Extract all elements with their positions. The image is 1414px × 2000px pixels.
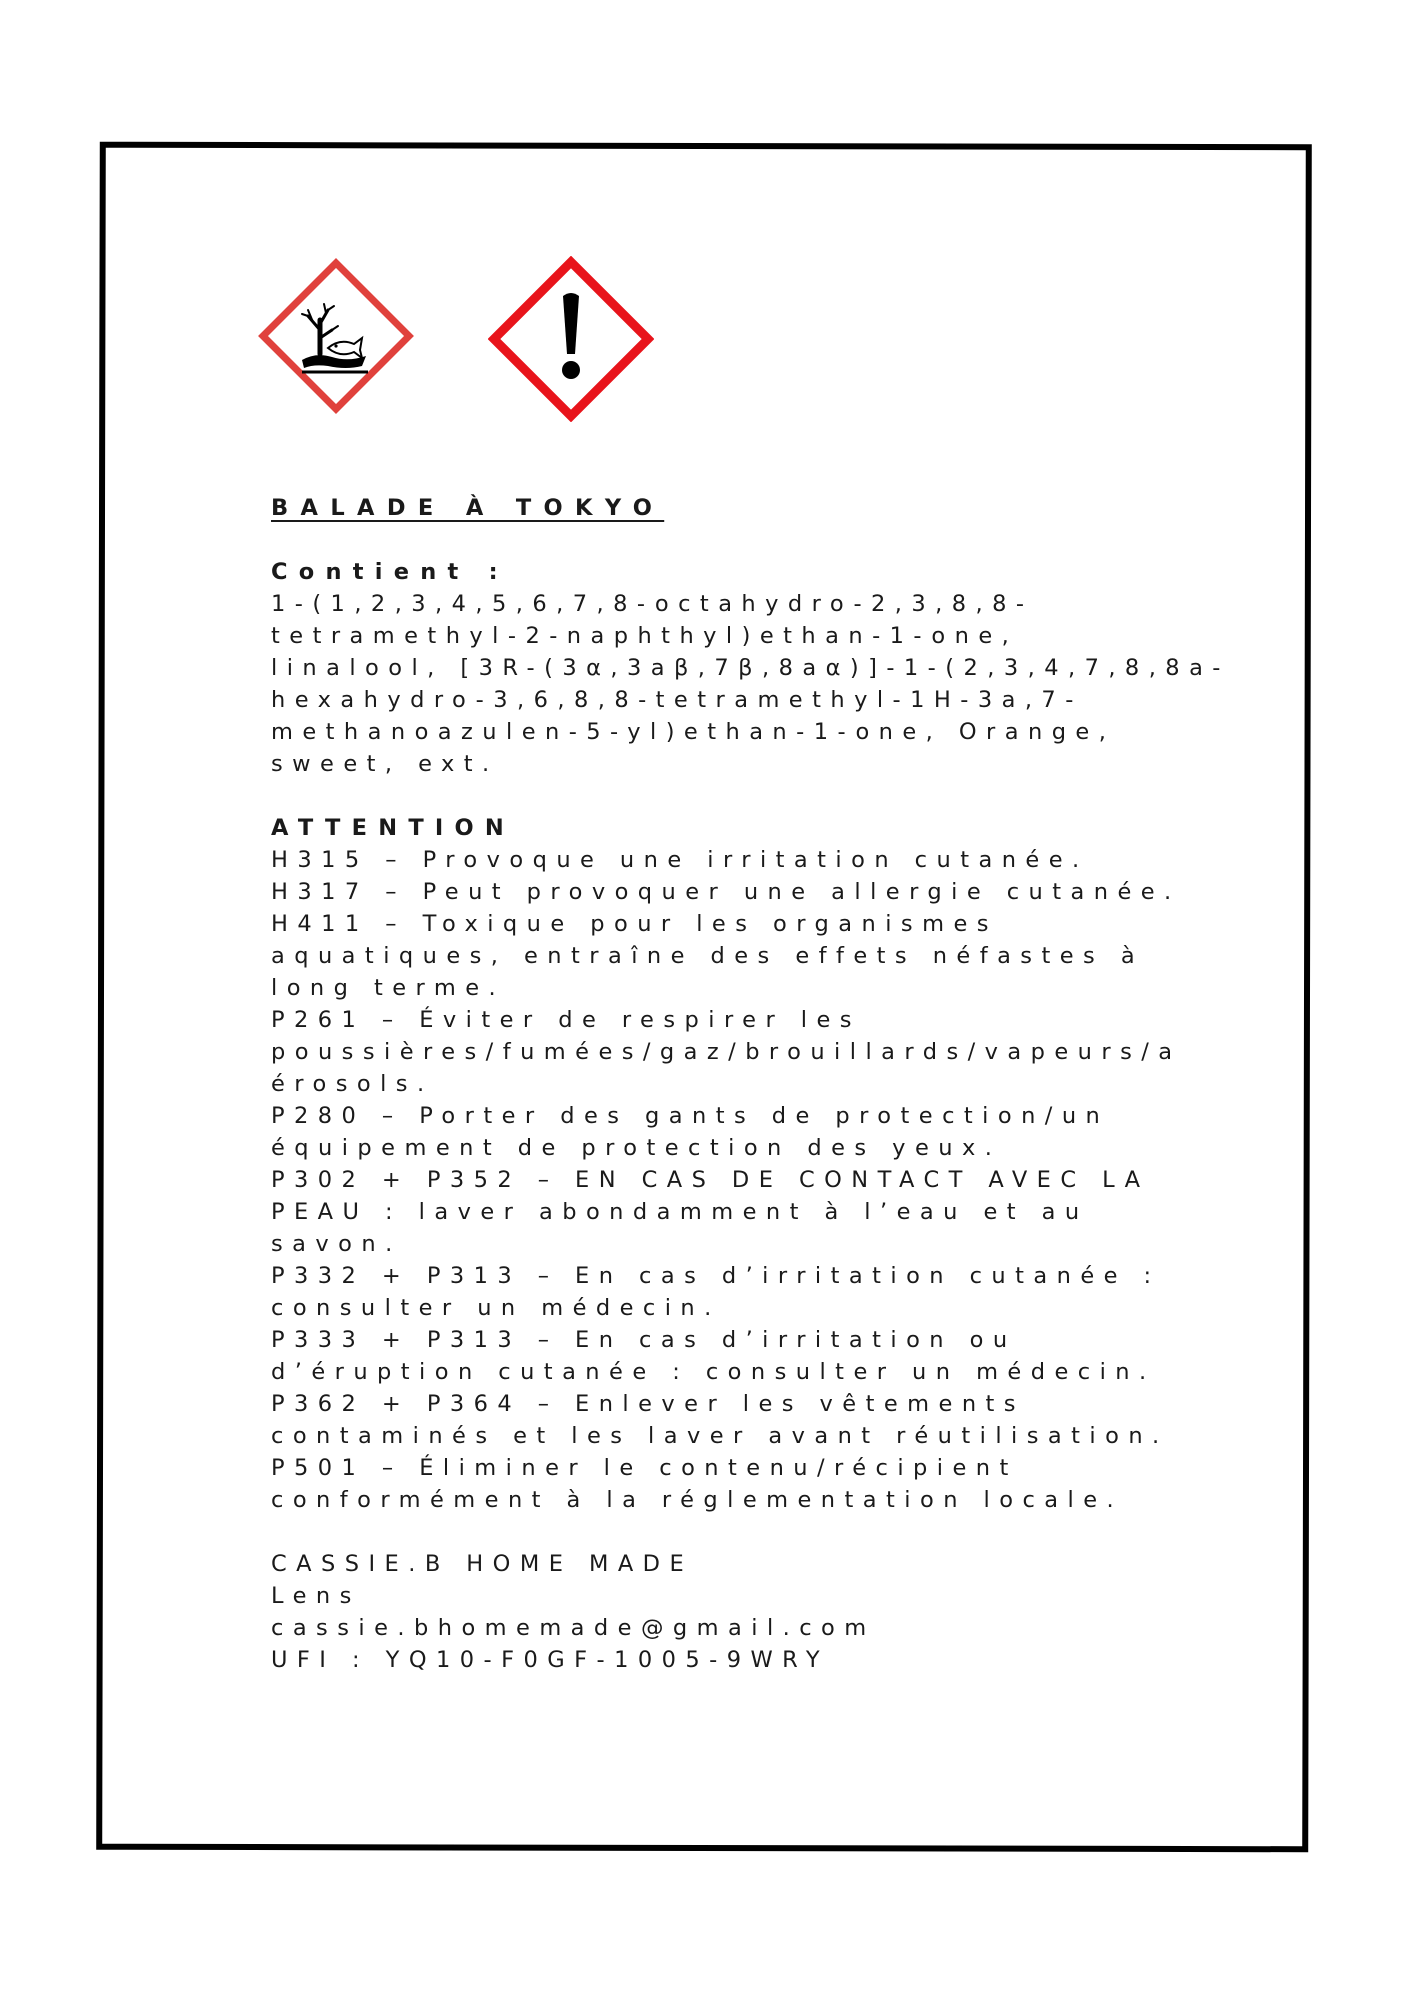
statement-line: PEAU : laver abondamment à l’eau et au — [271, 1199, 1089, 1225]
label-text — [271, 492, 1271, 1676]
statement-line: P332 + P313 – En cas d’irritation cutanée : — [271, 1263, 1161, 1289]
contains-line: linalool, [3R-(3α,3aβ,7β,8aα)]-1-(2,3,4,7,8,8a- — [271, 655, 1230, 681]
statement-line: consulter un médecin. — [271, 1295, 721, 1321]
contains-line: hexahydro-3,6,8,8-tetramethyl-1H-3a,7- — [271, 687, 1083, 713]
exclamation-mark-icon — [488, 256, 654, 422]
hazard-pictograms — [258, 256, 678, 426]
statement-line: poussières/fumées/gaz/brouillards/vapeurs/a — [271, 1039, 1182, 1065]
supplier-city: Lens — [271, 1583, 361, 1609]
statement-line: aquatiques, entraîne des effets néfastes à — [271, 943, 1145, 969]
product-title: BALADE À TOKYO — [271, 495, 665, 521]
statement-line: conformément à la réglementation locale. — [271, 1487, 1124, 1513]
environment-hazard-icon — [258, 258, 414, 414]
ufi-code: UFI : YQ10-F0GF-1005-9WRY — [271, 1647, 830, 1673]
statement-line: H317 – Peut provoquer une allergie cutanée. — [271, 879, 1181, 905]
statement-line: érosols. — [271, 1071, 434, 1097]
statement-line: contaminés et les laver avant réutilisation. — [271, 1423, 1169, 1449]
statement-line: P333 + P313 – En cas d’irritation ou — [271, 1327, 1017, 1353]
statement-line: P501 – Éliminer le contenu/récipient — [271, 1455, 1018, 1481]
statement-line: P261 – Éviter de respirer les — [271, 1007, 861, 1033]
statement-line: H411 – Toxique pour les organismes — [271, 911, 998, 937]
contains-heading: Contient : — [271, 559, 509, 585]
contains-list — [271, 588, 1271, 780]
statement-line: long terme. — [271, 975, 506, 1001]
contains-line: methanoazulen-5-yl)ethan-1-one, Orange, — [271, 719, 1116, 745]
contains-line: 1-(1,2,3,4,5,6,7,8-octahydro-2,3,8,8- — [271, 591, 1034, 617]
statement-line: équipement de protection des yeux. — [271, 1135, 1002, 1161]
statement-line: P302 + P352 – EN CAS DE CONTACT AVEC LA — [271, 1167, 1150, 1193]
supplier-info — [271, 1548, 1271, 1676]
statement-line: H315 – Provoque une irritation cutanée. — [271, 847, 1089, 873]
supplier-email: cassie.bhomemade@gmail.com — [271, 1615, 876, 1641]
supplier-name: CASSIE.B HOME MADE — [271, 1551, 694, 1577]
signal-word: ATTENTION — [271, 815, 516, 841]
contains-line: tetramethyl-2-naphthyl)ethan-1-one, — [271, 623, 1019, 649]
statement-line: d’éruption cutanée : consulter un médecin. — [271, 1359, 1156, 1385]
statement-line: P362 + P364 – Enlever les vêtements — [271, 1391, 1025, 1417]
statement-line: savon. — [271, 1231, 402, 1257]
hazard-statements — [271, 844, 1271, 1516]
contains-line: sweet, ext. — [271, 751, 499, 777]
statement-line: P280 – Porter des gants de protection/un — [271, 1103, 1110, 1129]
